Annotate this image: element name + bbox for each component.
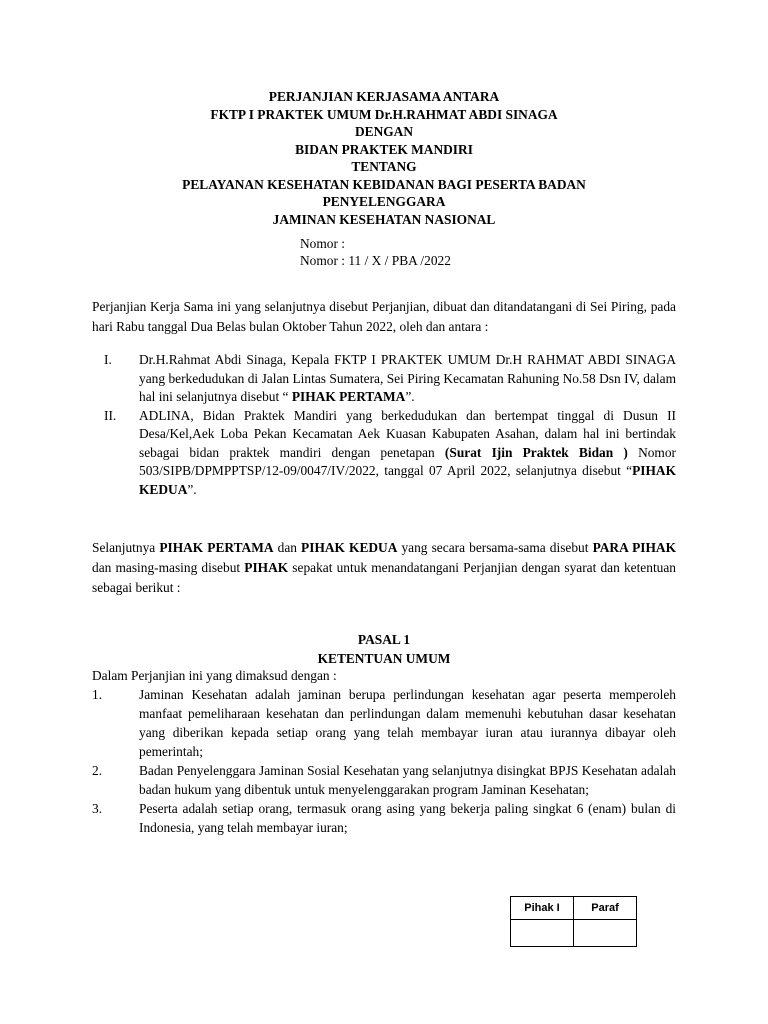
closing-text: Selanjutnya <box>92 540 160 555</box>
party-text-part: Nomor 503/SIPB/DPMPPTSP/12-09/0047/IV/2022, tanggal 07 April 2022, selanjutnya disebut “ <box>139 444 677 478</box>
closing-text: dan <box>273 540 302 555</box>
closing-text: sepakat untuk menandatangani Perjanjian dengan syarat dan ketentuan sebagai berikut : <box>92 560 676 595</box>
party-text-end: ”. <box>187 481 197 497</box>
pasal-title: KETENTUAN UMUM <box>317 651 451 666</box>
title-line: PERJANJIAN KERJASAMA ANTARA <box>268 89 500 104</box>
paraf-table <box>510 896 637 947</box>
parties-list <box>92 351 676 499</box>
closing-bold: PIHAK KEDUA <box>301 540 398 555</box>
title-line: PENYELENGGARA <box>322 194 446 209</box>
party-text-part: ADLINA, Bidan Praktek Mandiri yang berkedudukan dan bertempat tinggal di Dusun II Desa/Kel,Aek Loba Pekan Kecamatan Aek Kuasan Kabupaten Asahan, dalam hal ini bertindak sebagai bidan praktek mandiri dengan penetapan <box>139 407 676 460</box>
nomor-line-2: Nomor : 11 / X / PBA /2022 <box>300 253 451 268</box>
definition-text: Badan Penyelenggara Jaminan Sosial Kesehatan yang selanjutnya disingkat BPJS Kesehatan adalah badan hukum yang dibentuk untuk menyelenggarakan program Jaminan Kesehatan; <box>139 763 676 797</box>
definition-item <box>92 799 676 837</box>
paraf-col-paraf: Paraf <box>574 897 637 920</box>
party-text <box>139 407 676 500</box>
title-line: BIDAN PRAKTEK MANDIRI <box>295 141 473 157</box>
closing-text: yang secara bersama-sama disebut <box>397 540 593 555</box>
document-title <box>92 88 676 228</box>
definition-number: 1. <box>92 687 103 702</box>
party-text-part: Dr.H.Rahmat Abdi Sinaga, Kepala FKTP I PRAKTEK UMUM Dr.H RAHMAT ABDI SINAGA yang berkedudukan di Jalan Lintas Sumatera, Sei Piring Kecamatan Rahuning No.58 Dsn IV, dalam hal ini selanjutnya disebut “ <box>139 352 676 404</box>
party-role-first: PIHAK PERTAMA <box>291 389 406 404</box>
closing-bold: PARA PIHAK <box>592 540 676 555</box>
definition-text: Peserta adalah setiap orang, termasuk orang asing yang bekerja paling singkat 6 (enam) bulan di Indonesia, yang telah membayar iuran; <box>139 801 676 835</box>
paraf-table-header <box>511 897 637 920</box>
closing-bold: PIHAK PERTAMA <box>159 540 274 555</box>
definitions-intro: Dalam Perjanjian ini yang dimaksud dengan : <box>92 668 337 683</box>
closing-paragraph <box>92 538 676 598</box>
paraf-table-row <box>511 920 637 947</box>
party-number: II. <box>104 407 117 423</box>
intro-paragraph: Perjanjian Kerja Sama ini yang selanjutnya disebut Perjanjian, dibuat dan ditandatangani di Sei Piring, pada hari Rabu tanggal Dua Belas bulan Oktober Tahun 2022, oleh dan antara : <box>92 299 676 334</box>
definition-number: 2. <box>92 763 103 778</box>
title-line: FKTP I PRAKTEK UMUM Dr.H.RAHMAT ABDI SINAGA <box>210 106 558 122</box>
pasal-number: PASAL 1 <box>357 632 411 647</box>
party-number: I. <box>104 352 112 367</box>
title-line: JAMINAN KESEHATAN NASIONAL <box>272 211 496 227</box>
nomor-line-1: Nomor : <box>300 236 346 251</box>
party-role-second: PIHAK KEDUA <box>139 463 676 497</box>
pasal-heading <box>92 630 676 668</box>
party-item <box>92 407 676 500</box>
party-text <box>139 351 676 407</box>
definition-number: 3. <box>92 801 103 816</box>
party-text-end: ”. <box>405 389 415 404</box>
definitions-list <box>92 685 676 837</box>
closing-text: dan masing-masing disebut <box>92 560 245 575</box>
party-item <box>92 351 676 407</box>
license-label: (Surat Ijin Praktek Bidan ) <box>444 444 628 460</box>
document-number <box>300 235 451 269</box>
paraf-col-pihak: Pihak I <box>511 897 574 920</box>
closing-bold: PIHAK <box>244 560 289 575</box>
definition-item <box>92 685 676 761</box>
paraf-cell-empty <box>511 920 574 947</box>
title-line: TENTANG <box>351 159 417 174</box>
definition-item <box>92 761 676 799</box>
title-line: DENGAN <box>354 124 414 139</box>
definition-text: Jaminan Kesehatan adalah jaminan berupa perlindungan kesehatan agar peserta memperoleh manfaat pemeliharaan kesehatan dan perlindungan dalam memenuhi kebutuhan dasar kesehatan yang diberikan kepada setiap orang yang telah membayar iuran atau iurannya dibayar oleh pemerintah; <box>139 687 676 759</box>
title-line: PELAYANAN KESEHATAN KEBIDANAN BAGI PESERTA BADAN <box>182 176 586 192</box>
paraf-cell-empty <box>574 920 637 947</box>
